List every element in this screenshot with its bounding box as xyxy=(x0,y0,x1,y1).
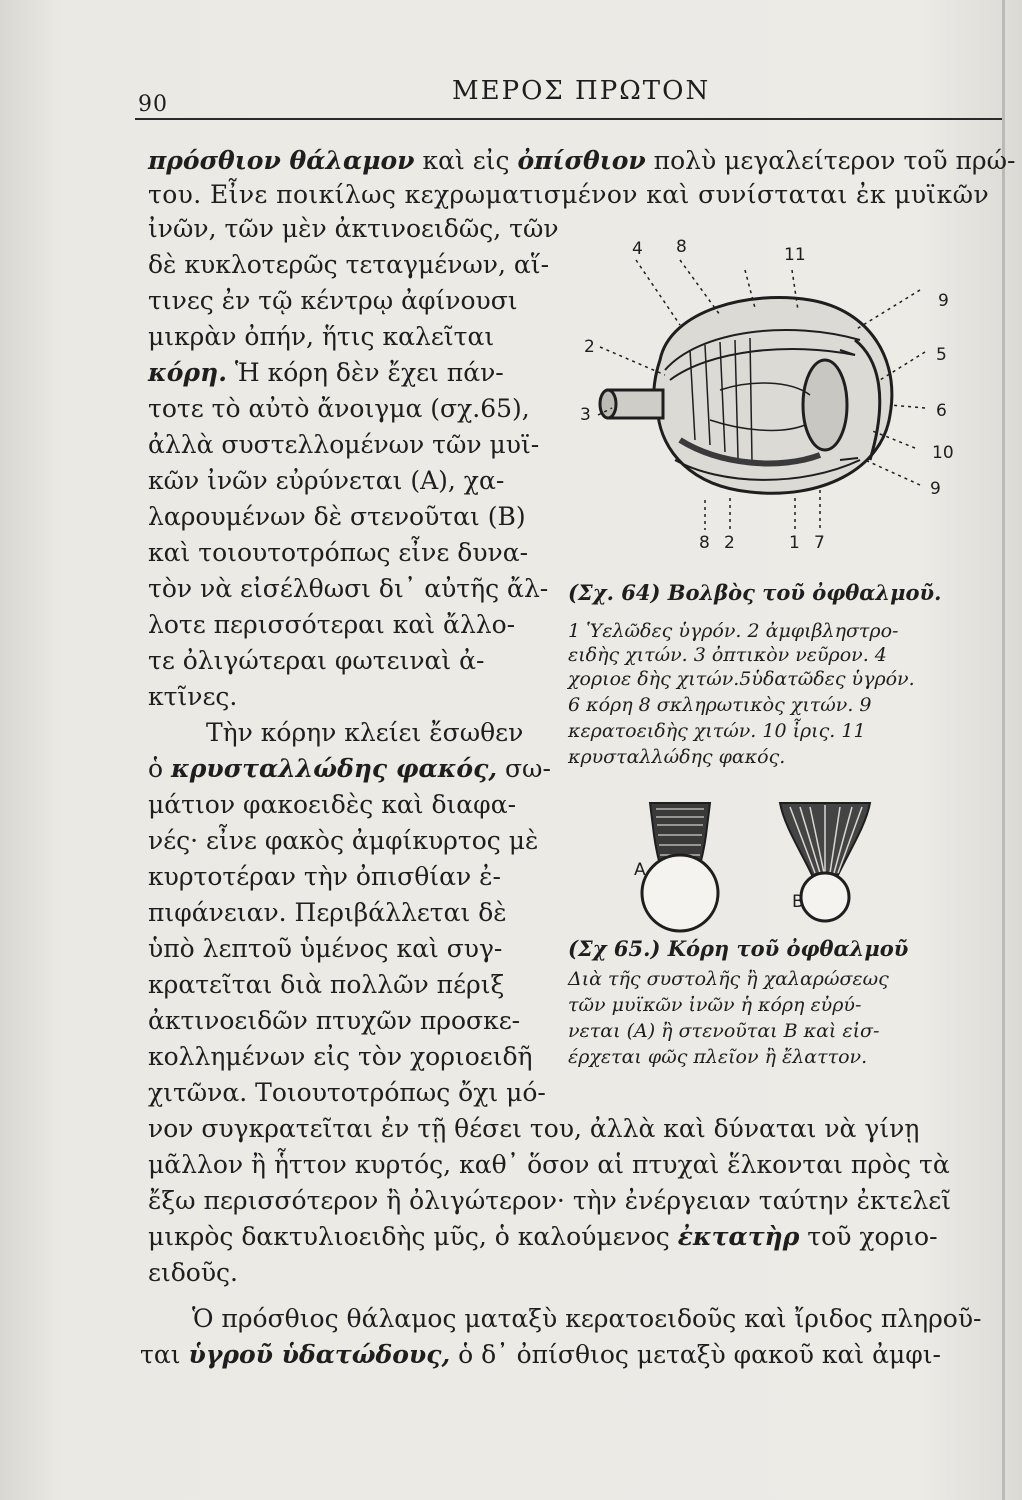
figure-65-caption-line: τῶν μυϊκῶν ἰνῶν ἡ κόρη εὐρύ- xyxy=(568,994,862,1016)
figure-64-caption-title: (Σχ. 64) Βολβὸς τοῦ ὀφθαλμοῦ. xyxy=(568,580,942,605)
body-line: τινες ἐν τῷ κέντρῳ ἀφίνουσι xyxy=(148,286,518,315)
body-line: μικρὸς δακτυλιοειδὴς μῦς, ὁ καλούμενος ἐκτατὴρ τοῦ χοριο- xyxy=(148,1222,938,1251)
eyeball-diagram xyxy=(570,230,970,560)
label-11: 11 xyxy=(784,245,806,265)
label-2-bottom: 2 xyxy=(724,533,735,553)
pupil-diagram xyxy=(620,795,900,945)
running-head: ΜΕΡΟΣ ΠΡΩΤΟΝ xyxy=(452,76,711,106)
body-line: χιτῶνα. Τοιουτοτρόπως ὄχι μό- xyxy=(148,1078,546,1107)
page-number: 90 xyxy=(138,92,168,117)
label-4: 4 xyxy=(632,239,643,259)
body-line: λαρουμένων δὲ στενοῦται (Β) xyxy=(148,502,526,531)
body-line: τοτε τὸ αὐτὸ ἄνοιγμα (σχ.65), xyxy=(148,394,530,423)
body-line: δὲ κυκλοτερῶς τεταγμένων, αἵ- xyxy=(148,250,550,279)
body-line: κυρτοτέραν τὴν ὀπισθίαν ἐ- xyxy=(148,862,501,891)
body-line: ἀλλὰ συστελλομένων τῶν μυϊ- xyxy=(148,430,540,459)
body-line: Τὴν κόρην κλείει ἔσωθεν xyxy=(206,718,524,747)
label-3: 3 xyxy=(580,405,591,425)
body-line: καὶ τοιουτοτρόπως εἶνε δυνα- xyxy=(148,538,529,567)
body-line: ὁ κρυσταλλώδης φακός, σω- xyxy=(148,754,551,783)
label-b: B xyxy=(792,892,804,912)
body-line: κολλημένων εἰς τὸν χοριοειδῆ xyxy=(148,1042,533,1071)
body-line: πρόσθιον θάλαμον καὶ εἰς ὀπίσθιον πολὺ μεγαλείτερον τοῦ πρώ- xyxy=(148,146,1016,175)
label-9-lower: 9 xyxy=(930,479,941,499)
body-line: του. Εἶνε ποικίλως κεχρωματισμένον καὶ συνίσταται ἐκ μυϊκῶν xyxy=(148,180,990,209)
body-line: ειδοῦς. xyxy=(148,1258,239,1287)
body-line: νές· εἶνε φακὸς ἀμφίκυρτος μὲ xyxy=(148,826,539,855)
figure-65-caption-line: έρχεται φῶς πλεῖον ἢ ἔλαττον. xyxy=(568,1046,868,1068)
body-line: πιφάνειαν. Περιβάλλεται δὲ xyxy=(148,898,507,927)
label-6: 6 xyxy=(936,401,947,421)
body-line: τε ὀλιγώτεραι φωτειναὶ ἀ- xyxy=(148,646,485,675)
body-line: ὑπὸ λεπτοῦ ὑμένος καὶ συγ- xyxy=(148,934,503,963)
pupil-dilated-a xyxy=(642,803,718,931)
figure-65-caption-line: Διὰ τῆς συστολῆς ἢ χαλαρώσεως xyxy=(568,968,889,990)
page-fold-shadow xyxy=(1002,0,1005,1500)
figure-64-caption-line: 6 κόρη 8 σκληρωτικὸς χιτών. 9 xyxy=(568,694,872,716)
body-line: ἀκτινοειδῶν πτυχῶν προσκε- xyxy=(148,1006,521,1035)
body-line: ἰνῶν, τῶν μὲν ἀκτινοειδῶς, τῶν xyxy=(148,214,559,243)
header-rule xyxy=(135,118,1002,120)
body-line: τὸν νὰ εἰσέλθωσι δι᾽ αὐτῆς ἄλ- xyxy=(148,574,549,603)
figure-64-caption-line: ειδὴς χιτών. 3 ὀπτικὸν νεῦρον. 4 xyxy=(568,644,887,666)
body-line: μᾶλλον ἢ ἧττον κυρτός, καθ᾽ ὅσον αἱ πτυχαὶ ἕλκονται πρὸς τὰ xyxy=(148,1150,950,1179)
body-line: ται ὑγροῦ ὑδατώδους, ὁ δ᾽ ὀπίσθιος μεταξὺ φακοῦ καὶ ἀμφι- xyxy=(140,1340,942,1369)
body-line: κρατεῖται διὰ πολλῶν πέριξ xyxy=(148,970,505,999)
label-8-top: 8 xyxy=(676,237,687,257)
label-a: A xyxy=(634,860,646,880)
figure-64-caption-line: κερατοειδὴς χιτών. 10 ἶρις. 11 xyxy=(568,720,866,742)
figure-65-caption-title: (Σχ 65.) Κόρη τοῦ ὀφθαλμοῦ xyxy=(568,936,909,961)
body-line: κῶν ἰνῶν εὐρύνεται (Α), χα- xyxy=(148,466,505,495)
label-7: 7 xyxy=(814,533,825,553)
body-line: μικρὰν ὀπήν, ἥτις καλεῖται xyxy=(148,322,495,351)
label-5: 5 xyxy=(936,345,947,365)
body-line: νον συγκρατεῖται ἐν τῇ θέσει του, ἀλλὰ καὶ δύναται νὰ γίνῃ xyxy=(148,1114,920,1143)
label-1: 1 xyxy=(789,533,800,553)
body-line: μάτιον φακοειδὲς καὶ διαφα- xyxy=(148,790,517,819)
figure-64-caption-line: χοριοε δὴς χιτών.5ὑδατῶδες ὑγρόν. xyxy=(568,668,915,690)
figure-64-caption-line: κρυσταλλώδης φακός. xyxy=(568,746,786,768)
figure-64-caption-line: 1 Ὑελῶδες ὑγρόν. 2 ἀμφιβληστρο- xyxy=(568,620,899,642)
label-2-left: 2 xyxy=(584,337,595,357)
label-10: 10 xyxy=(932,443,954,463)
body-line: κτῖνες. xyxy=(148,682,238,711)
body-line: λοτε περισσότεραι καὶ ἄλλο- xyxy=(148,610,516,639)
body-line: Ὁ πρόσθιος θάλαμος ματαξὺ κερατοειδοῦς καὶ ἴριδος πληροῦ- xyxy=(192,1304,982,1333)
body-line: κόρη. Ἡ κόρη δὲν ἔχει πάν- xyxy=(148,358,504,387)
figure-65-caption-line: νεται (Α) ἢ στενοῦται Β καὶ εἰσ- xyxy=(568,1020,880,1042)
label-9-upper: 9 xyxy=(938,291,949,311)
label-8-bottom: 8 xyxy=(699,533,710,553)
eyeball-illustration xyxy=(600,298,892,494)
body-line: ἔξω περισσότερον ἢ ὀλιγώτερον· τὴν ἐνέργειαν ταύτην ἐκτελεῖ xyxy=(148,1186,952,1215)
